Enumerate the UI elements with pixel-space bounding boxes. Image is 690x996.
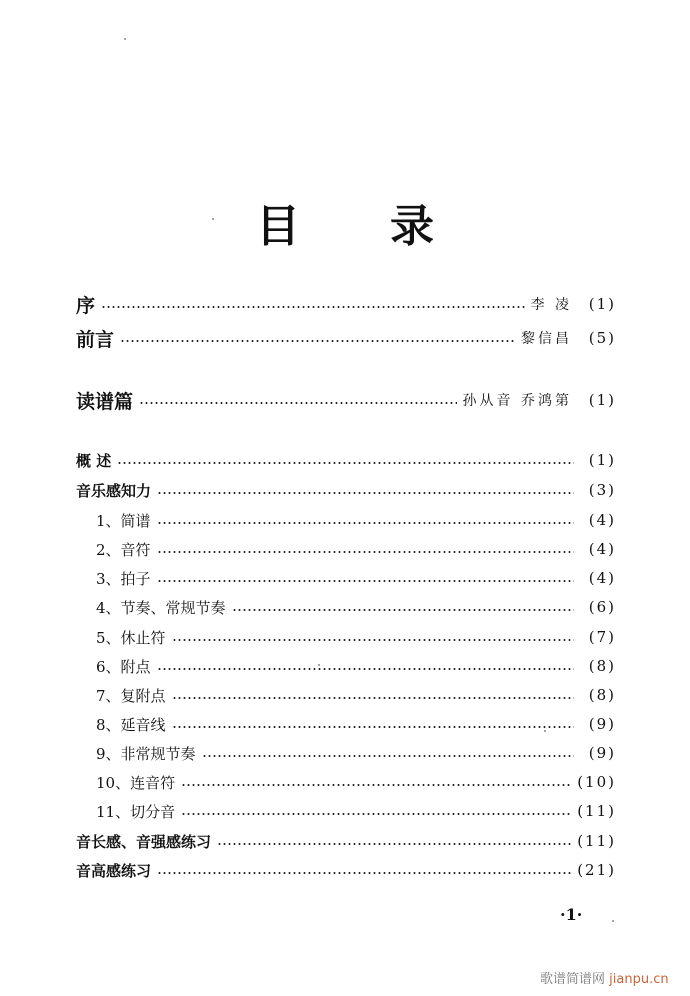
scan-speck xyxy=(612,920,614,922)
toc-entry-page: (8) xyxy=(588,686,616,704)
toc-entry-title: 7、复附点 xyxy=(96,686,166,705)
toc-entry[interactable] xyxy=(76,654,616,678)
dot-leader xyxy=(181,784,571,786)
toc-entry-title: 5、休止符 xyxy=(96,628,166,647)
dot-leader xyxy=(172,697,574,699)
dot-leader xyxy=(101,306,525,308)
toc-entry-page: (21) xyxy=(577,861,616,879)
toc-entry-title: 序 xyxy=(76,294,96,317)
toc-entry[interactable] xyxy=(76,595,616,619)
toc-entry-author: 孙从音 乔鸿第 xyxy=(462,393,572,409)
toc-entry-page: (6) xyxy=(588,598,616,616)
toc-entry-title: 2、音符 xyxy=(96,540,151,559)
toc-entry-author: 李 凌 xyxy=(530,297,572,313)
toc-entry[interactable] xyxy=(76,799,616,823)
toc-entry-page: (5) xyxy=(588,329,616,347)
watermark-url: jianpu.cn xyxy=(609,972,669,987)
page-number: ·1· xyxy=(560,905,583,924)
toc-entry[interactable] xyxy=(76,388,616,412)
title-char-lu: 录 xyxy=(390,201,434,252)
toc-entry-title: 音乐感知力 xyxy=(76,481,152,500)
dot-leader xyxy=(157,492,574,494)
toc-entry-page: (1) xyxy=(588,391,616,409)
toc-entry-author: 黎信昌 xyxy=(521,331,572,347)
toc-entry-page: (4) xyxy=(588,511,616,529)
toc-entry-title: 3、拍子 xyxy=(96,569,151,588)
toc-entry-page: (11) xyxy=(577,832,616,850)
toc-entry-title: 6、附点 xyxy=(96,657,151,676)
watermark xyxy=(540,968,669,987)
toc-entry-title: 8、延音线 xyxy=(96,715,166,734)
toc-entry-page: (3) xyxy=(588,481,616,499)
toc-entry-title: 音高感练习 xyxy=(76,861,152,880)
toc-entry[interactable] xyxy=(76,625,616,649)
toc-entry-page: (10) xyxy=(577,773,616,791)
toc-entry-page: (1) xyxy=(588,451,616,469)
dot-leader xyxy=(217,843,571,845)
toc-entry-page: (11) xyxy=(577,802,616,820)
toc-entry[interactable] xyxy=(76,770,616,794)
dot-leader xyxy=(139,402,457,404)
toc-entry[interactable] xyxy=(76,858,616,882)
dot-leader xyxy=(157,551,574,553)
dot-leader xyxy=(172,726,574,728)
scan-speck xyxy=(124,38,126,40)
dot-leader xyxy=(157,522,574,524)
toc-entry[interactable] xyxy=(76,326,616,350)
toc-entry-page: (8) xyxy=(588,657,616,675)
toc-entry[interactable] xyxy=(76,566,616,590)
toc-entry-page: (7) xyxy=(588,628,616,646)
toc-entry[interactable] xyxy=(76,508,616,532)
toc-entry-page: (9) xyxy=(588,715,616,733)
toc-entry-title: 概 述 xyxy=(76,451,112,470)
toc-entry-title: 9、非常规节奏 xyxy=(96,744,196,763)
toc-entry[interactable] xyxy=(76,448,616,472)
dot-leader xyxy=(157,872,571,874)
toc-entry-title: 10、连音符 xyxy=(96,773,176,792)
toc-entry[interactable] xyxy=(76,478,616,502)
toc-entry[interactable] xyxy=(76,683,616,707)
toc-entry[interactable] xyxy=(76,292,616,316)
toc-entry-page: (4) xyxy=(588,569,616,587)
toc-entry-title: 前言 xyxy=(76,328,115,351)
toc-entry[interactable] xyxy=(76,741,616,765)
toc-entry-title: 1、简谱 xyxy=(96,511,151,530)
dot-leader xyxy=(157,580,574,582)
toc-entry-title: 读谱篇 xyxy=(76,390,134,413)
watermark-text: 歌谱简谱网 xyxy=(540,972,606,987)
toc-entry[interactable] xyxy=(76,537,616,561)
toc-entry-title: 11、切分音 xyxy=(96,802,176,821)
toc-entry-page: (1) xyxy=(588,295,616,313)
toc-entry[interactable] xyxy=(76,712,616,736)
toc-entry-page: (9) xyxy=(588,744,616,762)
dot-leader xyxy=(120,340,515,342)
title-char-mu: 目 xyxy=(256,201,300,252)
dot-leader xyxy=(181,813,571,815)
dot-leader xyxy=(232,609,574,611)
toc-entry-title: 4、节奏、常规节奏 xyxy=(96,598,226,617)
toc-entry-title: 音长感、音强感练习 xyxy=(76,832,212,851)
dot-leader xyxy=(172,639,574,641)
toc-entry[interactable] xyxy=(76,829,616,853)
dot-leader xyxy=(202,755,574,757)
dot-leader xyxy=(157,668,574,670)
page-title xyxy=(0,190,690,254)
toc-entry-page: (4) xyxy=(588,540,616,558)
dot-leader xyxy=(117,462,574,464)
